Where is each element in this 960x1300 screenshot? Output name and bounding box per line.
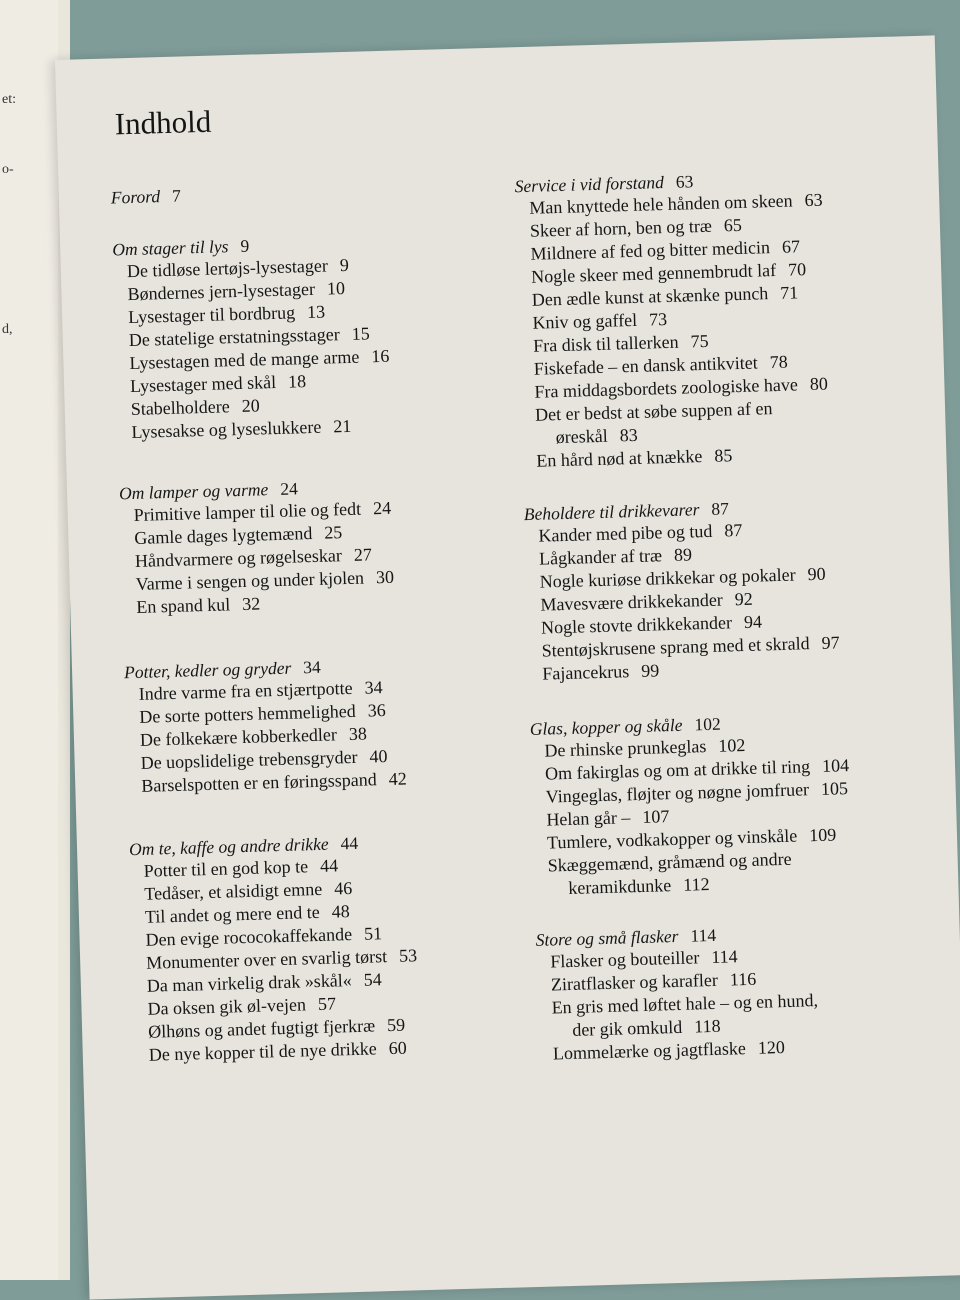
entry-page-number: 48	[331, 901, 350, 922]
entry-title: Lysestager til bordbrug	[127, 302, 296, 328]
entry-page-number: 54	[363, 969, 383, 990]
entry-page-number: 60	[388, 1037, 407, 1059]
entry-page-number: 34	[364, 677, 383, 698]
toc-section	[535, 918, 919, 1066]
entry-title: De uopslidelige trebensgryder	[140, 746, 358, 773]
entry-page-number: 36	[367, 700, 387, 721]
entry-title: Kniv og gaffel	[532, 309, 638, 333]
entry-page-number: 120	[757, 1037, 786, 1058]
entry-title: Da oksen gik øl-vejen	[147, 994, 307, 1019]
entry-title: De rhinske prunkeglas	[544, 736, 707, 761]
entry-title: Tedåser, et alsidigt emne	[144, 878, 323, 904]
entry-page-number: 32	[241, 593, 261, 614]
entry-page-number: 30	[375, 566, 395, 588]
entry-page-number: 63	[804, 189, 823, 211]
entry-title: Den evige rococokaffekande	[145, 924, 353, 950]
entry-page-number: 80	[809, 373, 829, 395]
entry-page-number: 78	[769, 351, 788, 373]
section-title: Store og små flasker	[535, 925, 679, 950]
entry-page-number: 65	[723, 214, 743, 236]
entry-title: Mavesvære drikkekander	[540, 589, 724, 615]
entry-page-number: 24	[372, 497, 392, 519]
entry-page-number: 109	[808, 824, 837, 846]
toc-section	[514, 165, 902, 473]
prev-page-fragment: d,	[2, 322, 13, 337]
entry-page-number: 51	[363, 923, 383, 944]
prev-page-fragment: et:	[2, 92, 16, 107]
entry-title: Potter til en god kop te	[143, 856, 309, 881]
entry-page-number: 59	[386, 1014, 406, 1036]
entry-page-number: 107	[642, 806, 670, 827]
entry-title: Flasker og bouteiller	[550, 947, 700, 972]
entry-title: Nogle kuriøse drikkekar og pokaler	[539, 564, 796, 592]
entry-page-number: 116	[729, 968, 757, 990]
entry-title: Om fakirglas og om at drikke til ring	[544, 756, 811, 784]
entry-title: Lysestager med skål	[129, 371, 277, 397]
entry-page-number: 99	[640, 660, 660, 681]
section-title: Om lamper og varme	[118, 479, 269, 504]
entry-title: der gik omkuld	[572, 1016, 683, 1040]
entry-page-number: 97	[821, 632, 840, 653]
entry-title: øreskål	[555, 425, 608, 448]
entry-title: Gamle dages lygtemænd	[134, 523, 313, 548]
entry-title: Primitive lamper til olie og fedt	[133, 498, 362, 525]
entry-page-number: 83	[619, 424, 638, 446]
entry-title: Fra disk til tallerken	[532, 331, 679, 356]
entry-title: Fra middagsbordets zoologiske have	[534, 374, 799, 402]
section-page-number: 63	[675, 171, 694, 192]
entry-title: Ziratflasker og karafler	[550, 969, 719, 995]
entry-title: De folkekære kobberkedler	[139, 724, 338, 750]
entry-page-number: 105	[820, 778, 849, 799]
entry-page-number: 118	[693, 1015, 721, 1037]
page-title: Indhold	[114, 103, 212, 142]
toc-left-column	[111, 176, 515, 1067]
entry-page-number: 73	[648, 309, 668, 330]
entry-title: Varme i sengen og under kjolen	[135, 567, 365, 594]
section-page-number: 44	[340, 832, 359, 854]
entry-page-number: 15	[351, 323, 370, 344]
entry-title: Da man virkelig drak »skål«	[146, 970, 353, 996]
section-page-number: 24	[280, 478, 299, 499]
entry-title: Indre varme fra en stjærtpotte	[138, 677, 353, 704]
entry-title: Skæggemænd, gråmænd og andre	[547, 848, 792, 876]
section-title: Glas, kopper og skåle	[529, 714, 683, 739]
entry-title: Mildnere af fed og bitter medicin	[530, 237, 771, 264]
entry-page-number: 112	[682, 874, 710, 895]
toc-section	[530, 707, 915, 901]
toc-section	[129, 828, 515, 1068]
entry-page-number: 13	[306, 301, 326, 323]
toc-section	[112, 228, 498, 445]
entry-title: Stabelholdere	[130, 396, 230, 420]
entry-page-number: 18	[287, 371, 307, 392]
entry-title: De statelige erstatningsstager	[128, 324, 340, 351]
entry-title: Lysestagen med de mange arme	[129, 346, 360, 374]
entry-page-number: 44	[319, 855, 339, 876]
toc-section	[124, 651, 508, 799]
entry-page-number: 75	[690, 330, 709, 352]
entry-title: Nogle stovte drikkekander	[540, 612, 733, 638]
entry-title: De tidløse lertøjs-lysestager	[126, 255, 329, 282]
entry-title: Tumlere, vodkakopper og vinskåle	[546, 825, 798, 853]
entry-page-number: 104	[821, 755, 850, 776]
entry-page-number: 87	[724, 519, 743, 541]
entry-title: Ølhøns og andet fugtigt fjerkræ	[147, 1015, 376, 1042]
entry-page-number: 20	[241, 395, 260, 416]
entry-page-number: 57	[317, 993, 337, 1015]
entry-page-number: 102	[718, 734, 746, 756]
section-page-number: 7	[171, 185, 182, 206]
entry-title: En gris med løftet hale – og en hund,	[551, 990, 819, 1018]
toc-right-column	[514, 165, 919, 1066]
entry-title: Lysesakse og lyseslukkere	[131, 416, 322, 443]
entry-page-number: 85	[713, 445, 733, 466]
entry-title: Lågkander af træ	[538, 545, 663, 569]
entry-page-number: 38	[348, 723, 368, 745]
entry-page-number: 16	[371, 345, 390, 367]
previous-page-edge	[0, 0, 58, 1280]
section-page-number: 87	[711, 498, 730, 519]
entry-title: Vingeglas, fløjter og nøgne jomfruer	[545, 779, 810, 807]
section-page-number: 34	[302, 656, 322, 678]
prev-page-fragment: o-	[2, 162, 14, 177]
entry-title: Fiskefade – en dansk antikvitet	[533, 352, 758, 379]
entry-title: En hård nød at knække	[536, 446, 703, 471]
entry-page-number: 42	[388, 768, 407, 789]
entry-title: Barselspotten er en føringsspand	[141, 769, 377, 796]
entry-title: Til andet og mere end te	[144, 901, 320, 927]
section-title: Forord	[110, 186, 161, 208]
entry-page-number: 53	[398, 945, 418, 966]
section-title: Beholdere til drikkevarer	[523, 499, 700, 525]
entry-page-number: 71	[779, 282, 799, 303]
entry-title: Helan går –	[546, 807, 631, 830]
entry-page-number: 92	[734, 588, 754, 610]
entry-page-number: 89	[673, 544, 693, 565]
entry-title: Stentøjskrusene sprang med et skrald	[541, 633, 810, 661]
section-title: Om te, kaffe og andre drikke	[128, 833, 329, 860]
entry-page-number: 10	[326, 277, 346, 299]
contents-page	[55, 35, 960, 1299]
entry-title: keramikdunke	[568, 875, 672, 898]
entry-title: Håndvarmere og røgelseskar	[134, 545, 343, 571]
section-page-number: 9	[240, 235, 250, 256]
entry-title: De nye kopper til de nye drikke	[148, 1038, 377, 1065]
entry-page-number: 46	[333, 878, 353, 899]
section-page-number: 102	[694, 713, 721, 735]
entry-page-number: 25	[323, 522, 343, 543]
entry-title: Nogle skeer med gennembrudt laf	[530, 259, 777, 287]
section-page-number: 114	[690, 924, 717, 946]
toc-section	[524, 492, 909, 686]
entry-title: Monumenter over en svarlig tørst	[145, 946, 388, 973]
entry-title: Lommelærke og jagtflaske	[552, 1038, 747, 1064]
entry-page-number: 90	[807, 563, 826, 585]
entry-page-number: 67	[781, 236, 801, 257]
entry-page-number: 94	[743, 611, 763, 632]
entry-title: Den ædle kunst at skænke punch	[531, 283, 769, 310]
section-title: Om stager til lys	[112, 236, 229, 260]
entry-title: Fajancekrus	[542, 661, 630, 684]
section-title: Service i vid forstand	[514, 172, 665, 197]
entry-title: Kander med pibe og tud	[538, 520, 713, 546]
entry-page-number: 9	[339, 254, 350, 276]
section-title: Potter, kedler og gryder	[123, 657, 292, 683]
entry-title: De sorte potters hemmelighed	[139, 700, 357, 727]
entry-title: Man knyttede hele hånden om skeen	[529, 190, 793, 218]
toc-section	[119, 472, 503, 620]
entry-title: Det er bedst at søbe suppen af en	[534, 398, 773, 425]
entry-title: Bøndernes jern-lysestager	[127, 278, 316, 305]
entry-page-number: 70	[787, 259, 807, 280]
entry-title: Skeer af horn, ben og træ	[529, 215, 713, 241]
entry-title: En spand kul	[136, 594, 231, 617]
entry-page-number: 27	[353, 544, 373, 565]
entry-page-number: 40	[369, 745, 388, 767]
entry-page-number: 114	[710, 946, 738, 968]
entry-page-number: 21	[333, 415, 352, 437]
